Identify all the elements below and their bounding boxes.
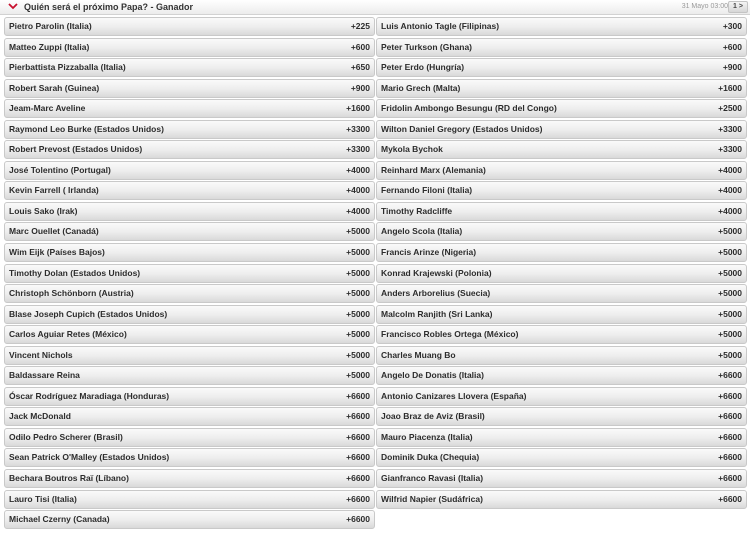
selection-odds: +6600 — [346, 473, 370, 484]
selection-name: Jack McDonald — [9, 411, 71, 422]
market-title: Quién será el próximo Papa? - Ganador — [24, 2, 194, 12]
selection-row[interactable] — [376, 140, 747, 159]
selection-row[interactable] — [376, 264, 747, 283]
selection-odds: +6600 — [718, 493, 742, 504]
selection-name: Christoph Schönborn (Austria) — [9, 288, 134, 299]
selection-row[interactable] — [4, 469, 375, 488]
selection-row[interactable] — [376, 38, 747, 57]
selection-row[interactable] — [376, 325, 747, 344]
selection-odds: +5000 — [718, 329, 742, 340]
selection-row[interactable] — [4, 181, 375, 200]
chevron-down-icon[interactable] — [8, 1, 18, 11]
selection-odds: +5000 — [346, 308, 370, 319]
selection-name: Luis Antonio Tagle (Filipinas) — [381, 21, 500, 31]
selection-row[interactable] — [4, 428, 375, 447]
selection-name: Malcolm Ranjith (Sri Lanka) — [381, 308, 493, 319]
selection-odds: +6600 — [346, 411, 370, 422]
selection-odds: +6600 — [718, 431, 742, 442]
selection-name: Vincent Nichols — [9, 349, 73, 360]
selection-row[interactable] — [4, 99, 375, 118]
selection-odds: +3300 — [718, 144, 742, 155]
selection-name: Timothy Radcliffe — [381, 205, 453, 216]
selection-odds: +225 — [350, 21, 370, 31]
selection-row[interactable] — [4, 58, 375, 77]
selection-odds: +4000 — [346, 205, 370, 216]
selection-odds: +5000 — [718, 308, 742, 319]
selection-odds: +5000 — [718, 267, 742, 278]
selection-odds: +3300 — [346, 123, 370, 134]
selection-odds: +300 — [722, 21, 742, 31]
selection-name: Mario Grech (Malta) — [381, 82, 461, 93]
left-column — [4, 17, 375, 531]
selection-odds: +900 — [722, 62, 742, 73]
selection-odds: +6600 — [346, 390, 370, 401]
selection-row[interactable] — [4, 490, 375, 509]
selection-odds: +4000 — [718, 185, 742, 196]
selection-row[interactable] — [376, 17, 747, 36]
selection-name: Timothy Dolan (Estados Unidos) — [9, 267, 141, 278]
selection-row[interactable] — [4, 222, 375, 241]
selection-name: Blase Joseph Cupich (Estados Unidos) — [9, 308, 168, 319]
selection-odds: +5000 — [346, 370, 370, 381]
selection-row[interactable] — [376, 120, 747, 139]
selection-row[interactable] — [4, 387, 375, 406]
selection-odds: +5000 — [718, 247, 742, 258]
pager-button[interactable]: 1 > — [728, 1, 748, 13]
selection-odds: +5000 — [346, 226, 370, 237]
selection-row[interactable] — [4, 161, 375, 180]
selection-row[interactable] — [376, 79, 747, 98]
selection-odds: +4000 — [346, 164, 370, 175]
selection-name: Robert Prevost (Estados Unidos) — [9, 144, 143, 155]
selection-name: Lauro Tisi (Italia) — [9, 493, 77, 504]
selection-name: Francisco Robles Ortega (México) — [381, 329, 519, 340]
selection-odds: +6600 — [346, 514, 370, 525]
event-date: 31 Mayo 03:00 — [681, 3, 728, 10]
selection-name: Gianfranco Ravasi (Italia) — [381, 473, 484, 484]
selection-row[interactable] — [376, 469, 747, 488]
selection-odds: +5000 — [346, 288, 370, 299]
selection-row[interactable] — [376, 222, 747, 241]
selection-odds: +900 — [350, 82, 370, 93]
selection-row[interactable] — [376, 284, 747, 303]
selection-name: Baldassare Reina — [9, 370, 80, 381]
selection-name: Pietro Parolin (Italia) — [9, 21, 92, 31]
selection-name: Louis Sako (Irak) — [9, 205, 78, 216]
selection-row[interactable] — [4, 38, 375, 57]
selection-odds: +6600 — [718, 390, 742, 401]
selection-name: Kevin Farrell ( Irlanda) — [9, 185, 99, 196]
selection-odds: +1600 — [346, 103, 370, 114]
selection-name: Matteo Zuppi (Italia) — [9, 41, 90, 52]
selection-odds: +5000 — [718, 226, 742, 237]
selection-odds: +600 — [350, 41, 370, 52]
selection-row[interactable] — [4, 202, 375, 221]
selection-odds: +3300 — [346, 144, 370, 155]
selection-odds: +4000 — [346, 185, 370, 196]
selection-row[interactable] — [4, 284, 375, 303]
selection-odds: +4000 — [718, 164, 742, 175]
selection-name: Fridolin Ambongo Besungu (RD del Congo) — [381, 103, 557, 114]
selection-odds: +5000 — [346, 247, 370, 258]
selection-row[interactable] — [376, 305, 747, 324]
selection-odds: +6600 — [346, 493, 370, 504]
selection-name: Mauro Piacenza (Italia) — [381, 431, 473, 442]
selection-row[interactable] — [4, 448, 375, 467]
selection-row[interactable] — [376, 346, 747, 365]
selection-row[interactable] — [376, 387, 747, 406]
selection-odds: +5000 — [346, 349, 370, 360]
selection-odds: +2500 — [718, 103, 742, 114]
selection-odds: +6600 — [718, 411, 742, 422]
selection-odds: +6600 — [346, 452, 370, 463]
right-column — [376, 17, 747, 510]
selection-name: Mykola Bychok — [381, 144, 443, 155]
selection-name: José Tolentino (Portugal) — [9, 164, 111, 175]
selection-name: Peter Turkson (Ghana) — [381, 41, 472, 52]
selection-name: Wilfrid Napier (Sudáfrica) — [381, 493, 483, 504]
selection-row[interactable] — [4, 305, 375, 324]
selection-row[interactable] — [4, 346, 375, 365]
selection-name: Anders Arborelius (Suecia) — [381, 288, 491, 299]
selection-name: Peter Erdo (Hungría) — [381, 62, 465, 73]
selection-row[interactable] — [4, 264, 375, 283]
selection-row[interactable] — [376, 243, 747, 262]
selection-name: Antonio Canizares Llovera (España) — [381, 390, 527, 401]
selection-name: Charles Muang Bo — [381, 349, 456, 360]
selection-row[interactable] — [376, 58, 747, 77]
selection-row[interactable] — [4, 510, 375, 529]
selection-odds: +650 — [350, 62, 370, 73]
selection-row[interactable] — [376, 428, 747, 447]
selection-name: Dominik Duka (Chequia) — [381, 452, 480, 463]
selection-name: Francis Arinze (Nigeria) — [381, 247, 477, 258]
market-header — [0, 0, 750, 15]
selection-odds: +5000 — [718, 288, 742, 299]
selection-name: Marc Ouellet (Canadá) — [9, 226, 99, 237]
selection-name: Óscar Rodríguez Maradiaga (Honduras) — [9, 390, 170, 401]
selection-odds: +5000 — [346, 329, 370, 340]
selection-row[interactable] — [4, 243, 375, 262]
selection-row[interactable] — [376, 366, 747, 385]
selection-row[interactable] — [376, 181, 747, 200]
selection-name: Wilton Daniel Gregory (Estados Unidos) — [381, 123, 543, 134]
selection-row[interactable] — [4, 120, 375, 139]
selection-name: Bechara Boutros Raï (Líbano) — [9, 473, 129, 484]
selection-odds: +6600 — [346, 431, 370, 442]
selection-row[interactable] — [376, 202, 747, 221]
selection-odds: +4000 — [718, 205, 742, 216]
selection-name: Odilo Pedro Scherer (Brasil) — [9, 431, 123, 442]
selection-row[interactable] — [376, 490, 747, 509]
selection-name: Reinhard Marx (Alemania) — [381, 164, 486, 175]
selection-row[interactable] — [4, 79, 375, 98]
selection-row[interactable] — [4, 140, 375, 159]
selection-name: Sean Patrick O'Malley (Estados Unidos) — [9, 452, 170, 463]
selection-row[interactable] — [4, 325, 375, 344]
selection-name: Konrad Krajewski (Polonia) — [381, 267, 492, 278]
selection-name: Angelo De Donatis (Italia) — [381, 370, 484, 381]
selection-row[interactable] — [376, 407, 747, 426]
selection-name: Raymond Leo Burke (Estados Unidos) — [9, 123, 164, 134]
selection-odds: +6600 — [718, 370, 742, 381]
selection-odds: +5000 — [346, 267, 370, 278]
selection-name: Robert Sarah (Guinea) — [9, 82, 100, 93]
selection-odds: +3300 — [718, 123, 742, 134]
selection-odds: +6600 — [718, 452, 742, 463]
selection-name: Fernando Filoni (Italia) — [381, 185, 473, 196]
selection-name: Joao Braz de Aviz (Brasil) — [381, 411, 485, 422]
selection-odds: +1600 — [718, 82, 742, 93]
selection-name: Jeam-Marc Aveline — [9, 103, 86, 114]
selection-row[interactable] — [4, 407, 375, 426]
selection-row[interactable] — [376, 99, 747, 118]
selection-row[interactable] — [4, 366, 375, 385]
selection-odds: +5000 — [718, 349, 742, 360]
selection-row[interactable] — [376, 161, 747, 180]
selection-odds: +600 — [722, 41, 742, 52]
selection-row[interactable] — [4, 17, 375, 36]
selection-name: Carlos Aguiar Retes (México) — [9, 329, 127, 340]
selection-name: Pierbattista Pizzaballa (Italia) — [9, 62, 126, 73]
selection-row[interactable] — [376, 448, 747, 467]
selection-name: Wim Eijk (Países Bajos) — [9, 247, 105, 258]
selection-name: Angelo Scola (Italia) — [381, 226, 463, 237]
selection-name: Michael Czerny (Canada) — [9, 514, 110, 525]
selection-odds: +6600 — [718, 473, 742, 484]
odds-grid — [4, 17, 747, 533]
